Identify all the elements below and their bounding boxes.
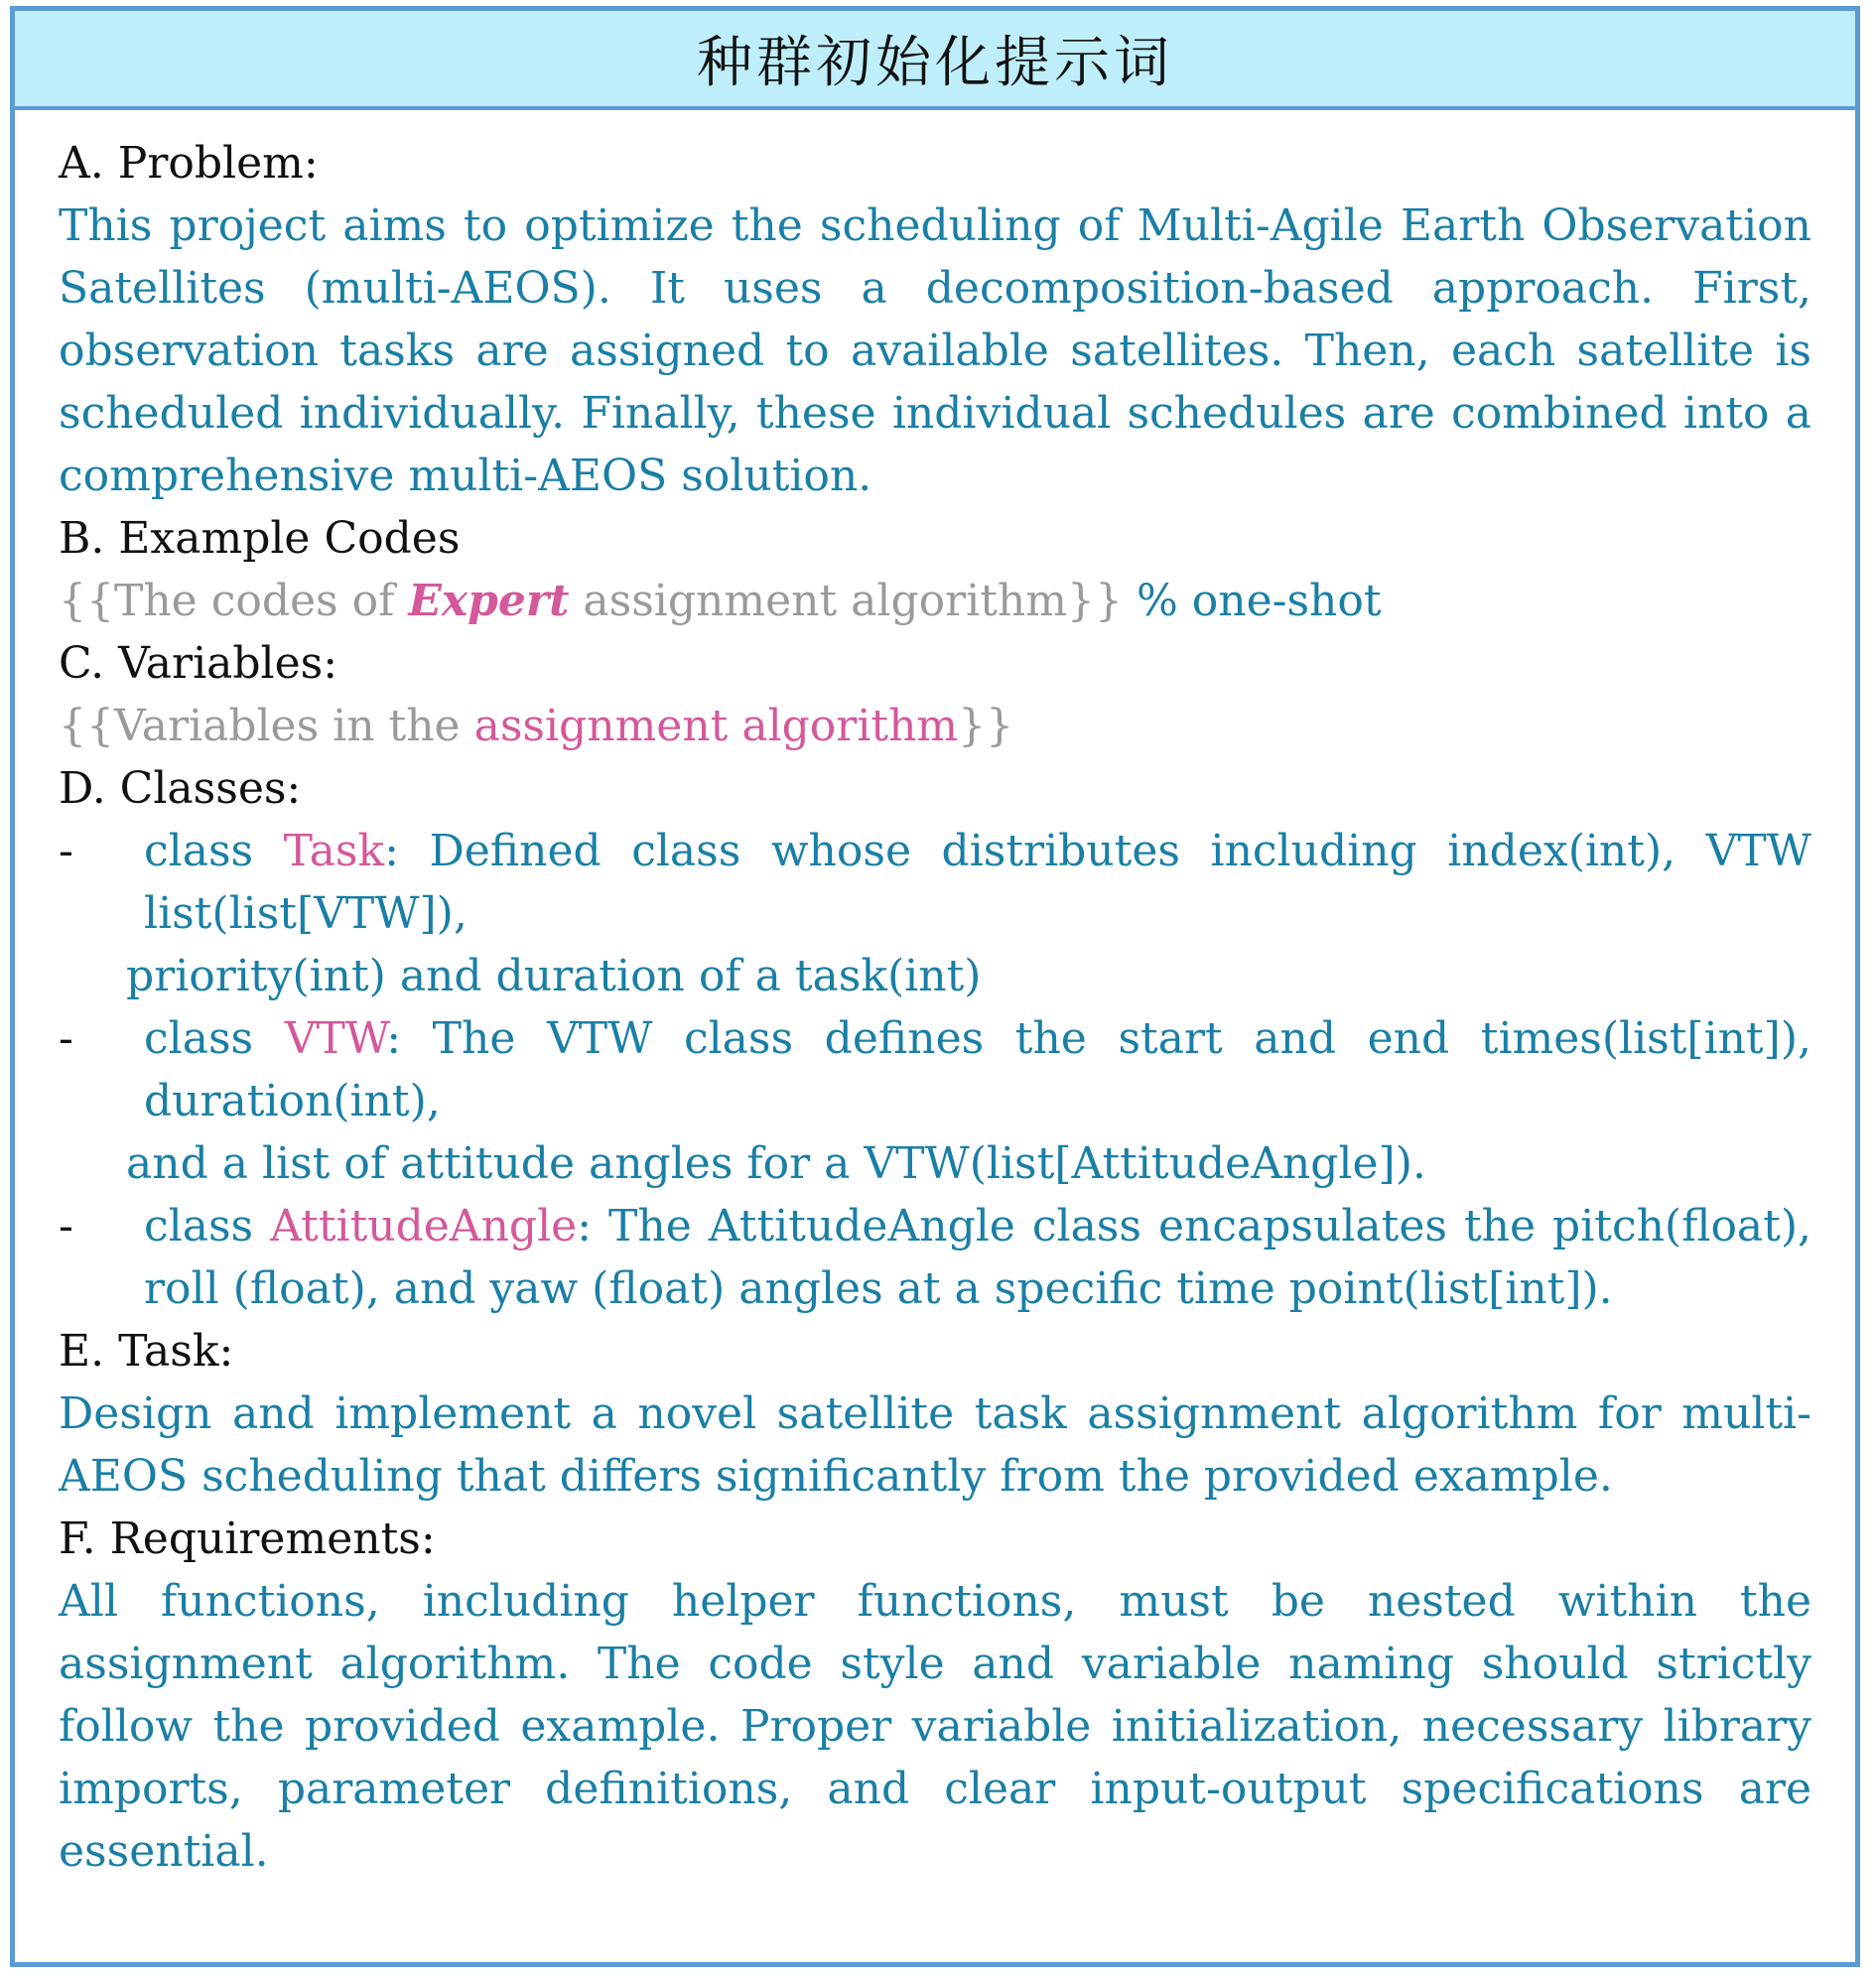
prompt-content [15, 110, 1855, 1883]
section-e-body: Design and implement a novel satellite task assignment algorithm for multi-AEOS scheduling that differs significantly from the provided example. [59, 1388, 1811, 1502]
title-bar [15, 11, 1855, 110]
class-item-text [144, 820, 1811, 945]
class-keyword: class [144, 1013, 285, 1064]
class-item-continuation: and a list of attitude angles for a VTW(list[AttitudeAngle]). [126, 1138, 1426, 1189]
class-name-task: Task [283, 826, 385, 876]
class-keyword: class [144, 1201, 271, 1251]
section-e-heading: E. Task: [59, 1326, 234, 1377]
class-item-continuation: priority(int) and duration of a task(int) [126, 951, 982, 1001]
section-c-heading: C. Variables: [59, 638, 338, 689]
list-dash: - [59, 826, 73, 876]
class-name-attitude-angle: AttitudeAngle [270, 1201, 578, 1251]
class-desc: : Defined class whose distributes including index(int), VTW list(list[VTW]), [144, 826, 1811, 939]
variables-suffix: }} [958, 701, 1014, 751]
prompt-box [10, 6, 1860, 1967]
section-f-heading: F. Requirements: [59, 1514, 436, 1564]
section-f-body: All functions, including helper functions, must be nested within the assignment algorithm. The code style and variable naming should strictly follow the provided example. Proper variable initialization, necessary library imports, parameter definitions, and clear input-output specifications are essential. [59, 1576, 1811, 1877]
box-title: 种群初始化提示词 [697, 31, 1173, 95]
class-keyword: class [144, 826, 284, 876]
example-prefix: {{The codes of [59, 576, 409, 626]
list-dash: - [59, 1201, 73, 1251]
section-a-heading: A. Problem: [59, 138, 319, 189]
class-desc: : The VTW class defines the start and end times(list[int]), duration(int), [144, 1013, 1812, 1126]
class-item-text [144, 1007, 1811, 1132]
class-item-text [144, 1195, 1811, 1320]
section-b-heading: B. Example Codes [59, 513, 461, 564]
class-desc: : The AttitudeAngle class encapsulates the pitch(float), roll (float), and yaw (float) angles at a specific time point(list[int]). [144, 1201, 1812, 1314]
example-suffix: assignment algorithm}} [569, 576, 1123, 626]
example-comment: % one-shot [1122, 576, 1382, 626]
variables-prefix: {{Variables in the [59, 701, 474, 751]
variables-highlight: assignment algorithm [473, 701, 959, 751]
list-dash: - [59, 1013, 73, 1064]
class-item-vtw [59, 1007, 1811, 1132]
class-item-task [59, 820, 1811, 945]
section-c-body [59, 695, 1811, 757]
section-a-body: This project aims to optimize the scheduling of Multi-Agile Earth Observation Satellites (multi-AEOS). It uses a decomposition-based approach. First, observation tasks are assigned to available satellites. Then, each satellite is scheduled individually. Finally, these individual schedules are combined into a comprehensive multi-AEOS solution. [59, 200, 1811, 501]
class-item-attitude-angle [59, 1195, 1811, 1320]
example-expert: Expert [408, 576, 570, 626]
section-b-body [59, 570, 1811, 632]
section-d-heading: D. Classes: [59, 763, 302, 814]
class-name-vtw: VTW [284, 1013, 387, 1064]
